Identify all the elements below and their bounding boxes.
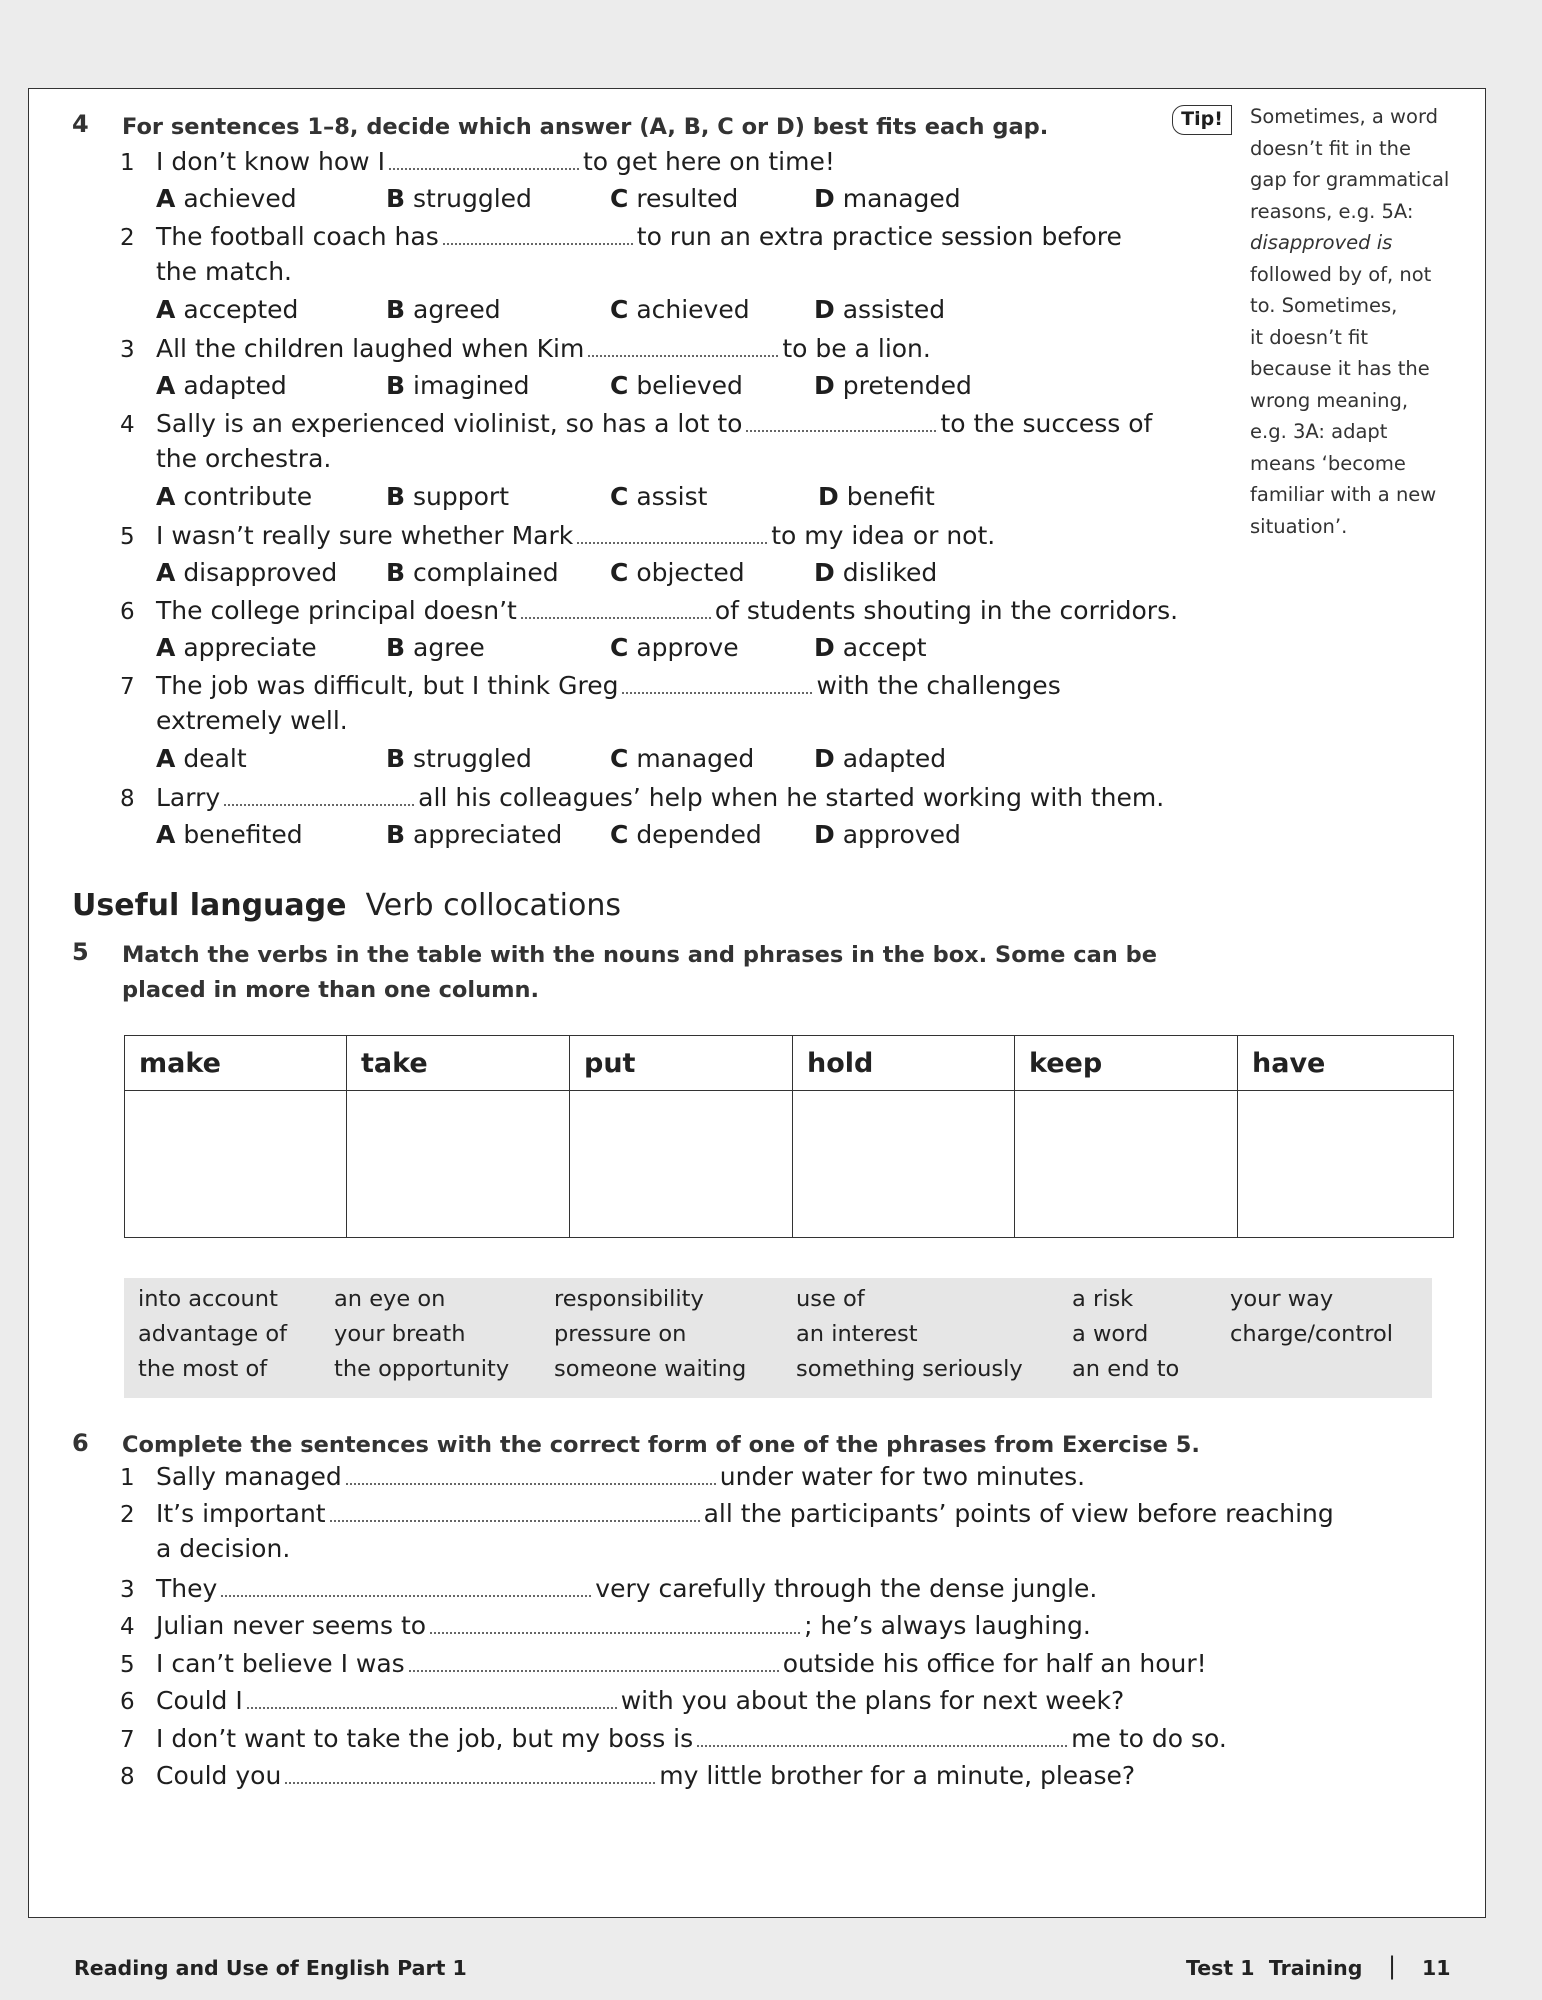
phrase-box <box>124 1278 1432 1398</box>
answer-cell-hold[interactable] <box>793 1091 1015 1238</box>
question-text-before: It’s important <box>156 1499 326 1528</box>
question-number: 7 <box>120 674 135 700</box>
option-d[interactable] <box>818 480 935 514</box>
question-text-after: to run an extra practice session before <box>636 222 1122 251</box>
option-b[interactable] <box>386 631 485 665</box>
answer-gap[interactable] <box>330 1502 700 1522</box>
question-number: 8 <box>120 786 135 812</box>
question-number: 6 <box>120 599 135 625</box>
option-word: support <box>413 482 509 511</box>
question-text-before: Julian never seems to <box>156 1611 427 1640</box>
question-number: 2 <box>120 1502 135 1528</box>
option-c[interactable] <box>610 182 738 216</box>
section-title <box>72 888 621 923</box>
tip-badge: Tip! <box>1172 105 1232 135</box>
answer-cell-have[interactable] <box>1238 1091 1454 1238</box>
tip-line: it doesn’t fit <box>1250 325 1369 349</box>
question-text-before: The college principal doesn’t <box>156 596 517 625</box>
option-b[interactable] <box>386 818 562 852</box>
tip-line: situation’. <box>1250 514 1348 538</box>
question-text-after: me to do so. <box>1071 1724 1227 1753</box>
footer-separator: | <box>1388 1952 1397 1980</box>
option-word: assisted <box>842 295 946 324</box>
option-word: imagined <box>413 371 530 400</box>
question-continuation: a decision. <box>156 1534 291 1563</box>
option-letter: B <box>386 558 406 587</box>
phrase-item: the opportunity <box>334 1356 510 1382</box>
answer-gap[interactable] <box>622 674 812 694</box>
option-letter: B <box>386 482 406 511</box>
question-text <box>156 220 1122 254</box>
option-word: objected <box>636 558 745 587</box>
question-continuation: the match. <box>156 257 292 286</box>
footer-section-label: Reading and Use of English Part 1 <box>74 1956 467 1980</box>
question-number: 7 <box>120 1727 135 1753</box>
phrase-item: an interest <box>796 1321 918 1347</box>
option-c[interactable] <box>610 369 743 403</box>
option-letter: D <box>814 295 835 324</box>
question-number: 2 <box>120 225 135 251</box>
question-text-after: under water for two minutes. <box>719 1462 1086 1491</box>
tip-line: because it has the <box>1250 357 1430 380</box>
phrase-item: a word <box>1072 1321 1149 1347</box>
question-text <box>156 669 1061 703</box>
answer-gap[interactable] <box>588 337 778 357</box>
question-number: 5 <box>120 1652 135 1678</box>
question-text <box>156 1647 1207 1681</box>
column-header-hold: hold <box>793 1036 1015 1091</box>
option-word: adapted <box>842 744 947 773</box>
phrase-item: responsibility <box>554 1286 704 1312</box>
option-b[interactable] <box>386 480 509 514</box>
tip-line: familiar with a new <box>1250 483 1437 506</box>
answer-gap[interactable] <box>346 1465 716 1485</box>
question-text-before: All the children laughed when Kim <box>156 334 585 363</box>
tip-line: wrong meaning, <box>1250 388 1409 412</box>
question-number: 6 <box>120 1689 135 1715</box>
option-word: depended <box>636 820 762 849</box>
question-text-after: to the success of <box>940 409 1153 438</box>
footer-test-label <box>1186 1956 1362 1980</box>
exercise-instruction-line2: placed in more than one column. <box>122 977 540 1003</box>
phrase-item: someone waiting <box>554 1356 747 1382</box>
option-b[interactable] <box>386 293 501 327</box>
tip-line: gap for grammatical <box>1250 168 1450 191</box>
question-text <box>156 1572 1097 1606</box>
question-text <box>156 519 995 553</box>
phrase-item: charge/control <box>1230 1321 1393 1347</box>
phrase-item: something seriously <box>796 1356 1023 1382</box>
answer-gap[interactable] <box>409 1652 779 1672</box>
phrase-item: pressure on <box>554 1321 687 1347</box>
option-d[interactable] <box>814 293 945 327</box>
option-a[interactable] <box>156 818 303 852</box>
option-word: achieved <box>183 184 297 213</box>
option-d[interactable] <box>814 818 961 852</box>
option-c[interactable] <box>610 818 762 852</box>
tip-line: disapproved is <box>1250 231 1393 254</box>
answer-gap[interactable] <box>577 524 767 544</box>
option-word: struggled <box>413 744 532 773</box>
page-number: 11 <box>1422 1956 1451 1980</box>
question-text <box>156 1460 1085 1494</box>
option-letter: B <box>386 295 406 324</box>
phrase-item: your breath <box>334 1321 466 1347</box>
option-word: resulted <box>636 184 739 213</box>
question-text-after: all his colleagues’ help when he started working with them. <box>418 783 1165 812</box>
option-word: disliked <box>842 558 938 587</box>
question-text-after: my little brother for a minute, please? <box>659 1761 1136 1790</box>
option-letter: A <box>156 633 176 662</box>
question-text-after: all the participants’ points of view before reaching <box>703 1499 1334 1528</box>
option-word: managed <box>636 744 755 773</box>
question-text-before: Could I <box>156 1686 243 1715</box>
question-text <box>156 1759 1135 1793</box>
question-text-before: The job was difficult, but I think Greg <box>156 671 619 700</box>
option-letter: D <box>814 633 835 662</box>
option-a[interactable] <box>156 293 298 327</box>
option-d[interactable] <box>814 742 946 776</box>
option-word: agreed <box>413 295 501 324</box>
option-word: pretended <box>842 371 972 400</box>
question-text-before: Sally is an experienced violinist, so has a lot to <box>156 409 743 438</box>
question-text-before: The football coach has <box>156 222 439 251</box>
option-c[interactable] <box>610 742 754 776</box>
exercise-instruction: Complete the sentences with the correct form of one of the phrases from Exercise 5. <box>122 1432 1200 1458</box>
phrase-item: your way <box>1230 1286 1334 1312</box>
question-number: 4 <box>120 1614 135 1640</box>
option-word: approve <box>636 633 739 662</box>
option-letter: D <box>814 184 835 213</box>
phrase-item: into account <box>138 1286 278 1312</box>
question-continuation: the orchestra. <box>156 444 332 473</box>
collocation-table <box>124 1035 1454 1238</box>
option-letter: B <box>386 633 406 662</box>
question-text-before: They <box>156 1574 218 1603</box>
column-header-keep: keep <box>1015 1036 1238 1091</box>
option-letter: A <box>156 295 176 324</box>
question-number: 3 <box>120 1577 135 1603</box>
question-text <box>156 1609 1091 1643</box>
option-word: disapproved <box>183 558 338 587</box>
answer-gap[interactable] <box>430 1614 800 1634</box>
option-word: achieved <box>636 295 750 324</box>
question-text-after: of students shouting in the corridors. <box>714 596 1179 625</box>
option-b[interactable] <box>386 369 530 403</box>
option-a[interactable] <box>156 480 312 514</box>
question-text-before: I don’t know how I <box>156 147 385 176</box>
question-continuation: extremely well. <box>156 706 348 735</box>
exercise-number: 6 <box>72 1429 89 1457</box>
question-text-before: Sally managed <box>156 1462 342 1491</box>
section-title-rest: Verb collocations <box>365 888 621 923</box>
tip-line: to. Sometimes, <box>1250 294 1398 317</box>
phrase-item: an eye on <box>334 1286 446 1312</box>
answer-cell-take[interactable] <box>347 1091 570 1238</box>
option-letter: A <box>156 482 176 511</box>
option-word: complained <box>413 558 559 587</box>
footer-test: Test 1 <box>1186 1956 1255 1980</box>
option-b[interactable] <box>386 182 532 216</box>
option-a[interactable] <box>156 742 247 776</box>
option-letter: C <box>610 633 629 662</box>
footer-training: Training <box>1268 1956 1363 1980</box>
question-text-before: Larry <box>156 783 221 812</box>
option-letter: B <box>386 184 406 213</box>
answer-gap[interactable] <box>221 1577 591 1597</box>
answer-gap[interactable] <box>697 1727 1067 1747</box>
option-letter: C <box>610 820 629 849</box>
answer-gap[interactable] <box>521 599 711 619</box>
question-text <box>156 407 1152 441</box>
tip-line: e.g. 3A: adapt <box>1250 420 1388 443</box>
question-text <box>156 594 1178 628</box>
question-text-after: ; he’s always laughing. <box>804 1611 1091 1640</box>
option-letter: D <box>814 371 835 400</box>
option-word: appreciate <box>183 633 317 662</box>
question-text <box>156 781 1164 815</box>
answer-gap[interactable] <box>224 786 414 806</box>
exercise-instruction-line1: Match the verbs in the table with the nouns and phrases in the box. Some can be <box>122 942 1157 968</box>
question-text-before: I don’t want to take the job, but my boss is <box>156 1724 694 1753</box>
answer-gap[interactable] <box>443 225 633 245</box>
tip-line: Sometimes, a word <box>1250 105 1438 128</box>
question-text-after: very carefully through the dense jungle. <box>595 1574 1098 1603</box>
question-number: 1 <box>120 1465 135 1491</box>
option-c[interactable] <box>610 293 750 327</box>
answer-gap[interactable] <box>285 1764 655 1784</box>
exercise-number: 5 <box>72 938 89 966</box>
option-d[interactable] <box>814 182 961 216</box>
question-number: 3 <box>120 337 135 363</box>
option-letter: C <box>610 558 629 587</box>
option-a[interactable] <box>156 369 287 403</box>
tip-line: reasons, e.g. 5A: <box>1250 199 1414 223</box>
option-letter: C <box>610 744 629 773</box>
option-c[interactable] <box>610 480 707 514</box>
question-text-after: to my idea or not. <box>771 521 996 550</box>
phrase-item: the most of <box>138 1356 268 1382</box>
phrase-item: advantage of <box>138 1321 288 1347</box>
question-text <box>156 1497 1334 1531</box>
question-text-before: I can’t believe I was <box>156 1649 405 1678</box>
option-d[interactable] <box>814 631 927 665</box>
option-word: approved <box>842 820 961 849</box>
question-text-after: to be a lion. <box>782 334 931 363</box>
phrase-item: a risk <box>1072 1286 1134 1312</box>
option-word: struggled <box>413 184 532 213</box>
option-word: contribute <box>183 482 313 511</box>
option-letter: A <box>156 184 176 213</box>
option-word: appreciated <box>413 820 563 849</box>
option-letter: C <box>610 482 629 511</box>
option-word: dealt <box>183 744 247 773</box>
option-word: accept <box>842 633 927 662</box>
option-word: accepted <box>183 295 299 324</box>
question-number: 8 <box>120 1764 135 1790</box>
question-text <box>156 1722 1227 1756</box>
option-word: benefit <box>846 482 935 511</box>
column-header-have: have <box>1238 1036 1454 1091</box>
answer-cell-put[interactable] <box>570 1091 793 1238</box>
option-a[interactable] <box>156 182 297 216</box>
option-letter: C <box>610 295 629 324</box>
option-word: benefited <box>183 820 303 849</box>
option-letter: B <box>386 744 406 773</box>
option-a[interactable] <box>156 631 317 665</box>
column-header-take: take <box>347 1036 570 1091</box>
option-c[interactable] <box>610 631 739 665</box>
option-letter: A <box>156 820 176 849</box>
tip-line: doesn’t fit in the <box>1250 136 1411 160</box>
option-letter: B <box>386 371 406 400</box>
column-header-put: put <box>570 1036 793 1091</box>
option-word: agree <box>413 633 485 662</box>
tip-line: followed by of, not <box>1250 262 1432 286</box>
option-word: managed <box>842 184 961 213</box>
exercise-number: 4 <box>72 110 89 138</box>
question-number: 1 <box>120 150 135 176</box>
option-letter: A <box>156 371 176 400</box>
question-text <box>156 1684 1124 1718</box>
option-word: adapted <box>183 371 287 400</box>
option-letter: D <box>814 558 835 587</box>
answer-gap[interactable] <box>746 412 936 432</box>
answer-cell-keep[interactable] <box>1015 1091 1238 1238</box>
question-text-after: to get here on time! <box>582 147 835 176</box>
option-letter: D <box>814 744 835 773</box>
option-letter: C <box>610 184 629 213</box>
option-letter: D <box>814 820 835 849</box>
question-text-before: Could you <box>156 1761 282 1790</box>
option-letter: B <box>386 820 406 849</box>
question-text <box>156 145 835 179</box>
option-letter: C <box>610 371 629 400</box>
column-header-make: make <box>125 1036 347 1091</box>
option-b[interactable] <box>386 742 532 776</box>
question-text-after: outside his office for half an hour! <box>782 1649 1207 1678</box>
table-header-row <box>125 1036 1454 1091</box>
question-text-before: I wasn’t really sure whether Mark <box>156 521 574 550</box>
answer-cell-make[interactable] <box>125 1091 347 1238</box>
exercise-instruction: For sentences 1–8, decide which answer (A, B, C or D) best fits each gap. <box>122 114 1049 140</box>
section-title-bold: Useful language <box>72 888 347 923</box>
question-text <box>156 332 931 366</box>
question-number: 4 <box>120 412 135 438</box>
question-text-after: with you about the plans for next week? <box>620 1686 1125 1715</box>
option-letter: A <box>156 558 176 587</box>
option-letter: A <box>156 744 176 773</box>
answer-gap[interactable] <box>247 1689 617 1709</box>
tip-line: means ‘become <box>1250 451 1406 475</box>
option-c[interactable] <box>610 556 745 590</box>
option-d[interactable] <box>814 556 937 590</box>
phrase-item: an end to <box>1072 1356 1180 1382</box>
option-word: assist <box>636 482 708 511</box>
tip-text <box>1250 101 1464 542</box>
table-answer-row <box>125 1091 1454 1238</box>
phrase-item: use of <box>796 1286 865 1312</box>
question-text-after: with the challenges <box>816 671 1061 700</box>
answer-gap[interactable] <box>389 150 579 170</box>
option-a[interactable] <box>156 556 337 590</box>
option-letter: D <box>818 482 839 511</box>
option-word: believed <box>636 371 743 400</box>
option-b[interactable] <box>386 556 559 590</box>
option-d[interactable] <box>814 369 972 403</box>
question-number: 5 <box>120 524 135 550</box>
